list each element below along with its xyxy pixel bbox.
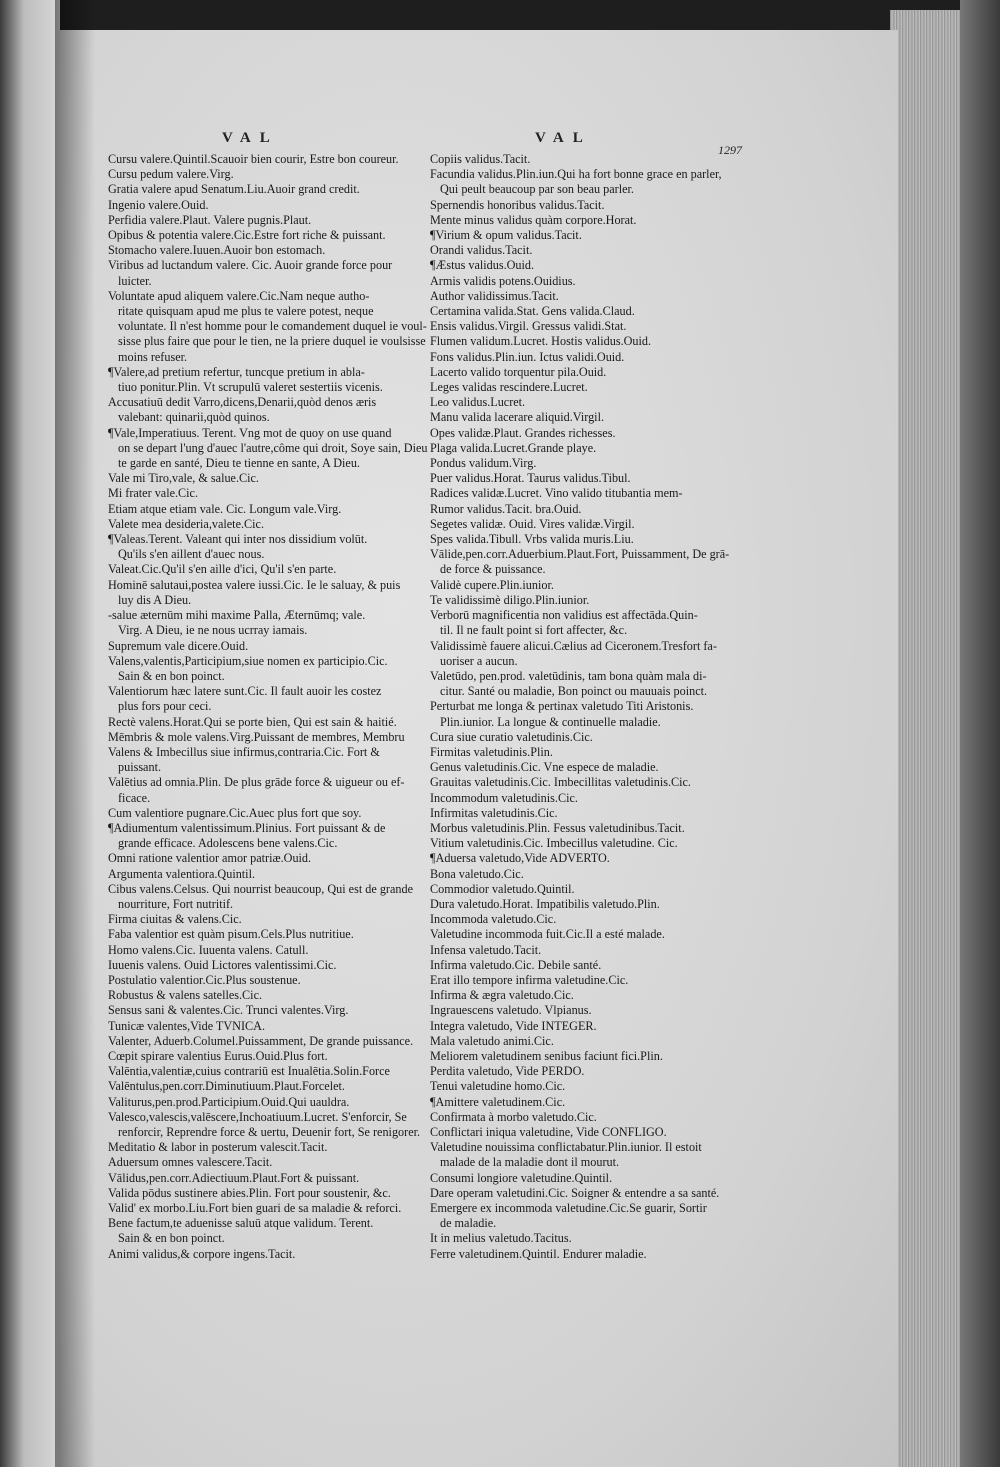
dictionary-entry-line: Vale mi Tiro,vale, & salue.Cic. [108,471,259,486]
dictionary-entry-line: Valiturus,pen.prod.Participium.Ouid.Qui uauldra. [108,1094,350,1109]
dictionary-entry-line: Ensis validus.Virgil. Gressus validi.Stat. [430,319,627,334]
dictionary-entry-line: Infensa valetudo.Tacit. [430,942,542,957]
dictionary-entry-line: Valens & Imbecillus siue infirmus,contraria.Cic. Fort & [108,744,380,759]
dictionary-entry-line: ritate quisquam apud me plus te valere potest, neque [118,304,374,319]
dictionary-entry-line: Valetūdo, pen.prod. valetūdinis, tam bona quàm mala di- [430,668,707,683]
dictionary-entry-line: Perdita valetudo, Vide PERDO. [430,1064,585,1079]
dictionary-entry-line: Bene factum,te aduenisse saluū atque validum. Terent. [108,1216,374,1231]
dictionary-entry-line: moins refuser. [118,349,188,364]
dictionary-entry-line: Valete mea desideria,valete.Cic. [108,516,264,531]
dictionary-entry-line: Valens,valentis,Participium,siue nomen ex participio.Cic. [108,653,388,668]
dictionary-entry-line: Mente minus validus quàm corpore.Horat. [430,212,637,227]
dictionary-entry-line: Validissimè fauere alicui.Cælius ad Ciceronem.Tresfort fa- [430,638,717,653]
dictionary-entry-line: ¶Æstus validus.Ouid. [430,258,535,273]
dictionary-entry-line: Gratia valere apud Senatum.Liu.Auoir grand credit. [108,182,360,197]
dictionary-entry-line: Mēmbris & mole valens.Virg.Puissant de membres, Membru [108,729,405,744]
dictionary-entry-line: Sensus sani & valentes.Cic. Trunci valentes.Virg. [108,1003,349,1018]
dictionary-entry-line: Cursu pedum valere.Virg. [108,167,234,182]
dictionary-entry-line: Vālide,pen.corr.Aduerbium.Plaut.Fort, Puissamment, De grā- [430,547,730,562]
dictionary-entry-line: ¶Valere,ad pretium refertur, tuncque pretium in abla- [108,364,365,379]
dictionary-entry-line: Author validissimus.Tacit. [430,288,559,303]
dictionary-entry-line: Sain & en bon poinct. [118,668,225,683]
dictionary-entry-line: Tenui valetudine homo.Cic. [430,1079,566,1094]
dictionary-entry-line: Valētius ad omnia.Plin. De plus grāde force & uigueur ou ef- [108,775,405,790]
dictionary-entry-line: Omni ratione valentior amor patriæ.Ouid. [108,851,312,866]
running-header-right: VAL [535,130,592,146]
right-column [430,152,755,1262]
dictionary-entry-line: Commodior valetudo.Quintil. [430,881,575,896]
dictionary-entry-line: nourriture, Fort nutritif. [118,896,234,911]
dictionary-entry-line: Postulatio valentior.Cic.Plus soustenue. [108,972,301,987]
dictionary-entry-line: Faba valentior est quàm pisum.Cels.Plus nutritiue. [108,927,354,942]
dictionary-entry-line: Valēntia,valentiæ,cuius contrariū est Inualētia.Solin.Force [108,1064,390,1079]
dictionary-entry-line: Cœpit spirare valentius Eurus.Ouid.Plus fort. [108,1048,328,1063]
dictionary-entry-line: Stomacho valere.Iuuen.Auoir bon estomach. [108,243,326,258]
dictionary-entry-line: Emergere ex incommoda valetudine.Cic.Se guarir, Sortir [430,1201,707,1216]
dictionary-entry-line: Opibus & potentia valere.Cic.Estre fort riche & puissant. [108,228,386,243]
dictionary-entry-line: ¶Amittere valetudinem.Cic. [430,1094,566,1109]
dictionary-entry-line: tiuo ponitur.Plin. Vt scrupulū valeret sestertiis vicenis. [118,380,383,395]
dictionary-entry-line: Perfidia valere.Plaut. Valere pugnis.Plaut. [108,212,312,227]
dictionary-entry-line: Mi frater vale.Cic. [108,486,199,501]
dictionary-entry-line: Rectè valens.Horat.Qui se porte bien, Qui est sain & haitié. [108,714,397,729]
dictionary-entry-line: grande efficace. Adolescens bene valens.Cic. [118,836,338,851]
dictionary-entry-line: Bona valetudo.Cic. [430,866,524,881]
dictionary-entry-line: Perturbat me longa & pertinax valetudo Titi Aristonis. [430,699,694,714]
dictionary-entry-line: Homo valens.Cic. Iuuenta valens. Catull. [108,942,309,957]
dictionary-entry-line: citur. Santé ou maladie, Bon poinct ou mauuais poinct. [440,684,708,699]
dictionary-entry-line: Valetudine nouissima conflictabatur.Plin.iunior. Il estoit [430,1140,702,1155]
dictionary-entry-line: Dare operam valetudini.Cic. Soigner & entendre a sa santé. [430,1185,720,1200]
dictionary-entry-line: ¶Adiumentum valentissimum.Plinius. Fort puissant & de [108,820,386,835]
dictionary-entry-line: renforcir, Reprendre force & uertu, Deuenir fort, Se renigorer. [118,1125,421,1139]
dictionary-entry-line: Accusatiuū dedit Varro,dicens,Denarii,quòd denos æris [108,395,377,410]
dictionary-entry-line: Validè cupere.Plin.iunior. [430,577,554,592]
dictionary-entry-line: Dura valetudo.Horat. Impatibilis valetudo.Plin. [430,896,660,911]
dictionary-entry-line: ¶Virium & opum validus.Tacit. [430,228,582,243]
dictionary-entry-line: sisse plus faire que pour le tien, ne la priere duquel ie voulsisse [118,334,426,349]
page-number: 1297 [718,143,742,157]
dictionary-entry-line: Lacerto valido torquentur pila.Ouid. [430,364,607,379]
dictionary-entry-line: Erat illo tempore infirma valetudine.Cic. [430,972,629,987]
dictionary-entry-line: plus fors pour ceci. [118,699,212,714]
dictionary-entry-line: Morbus valetudinis.Plin. Fessus valetudinibus.Tacit. [430,820,685,835]
dictionary-entry-line: on se depart l'ung d'auec l'autre,côme qui droit, Soye sain, Dieu [118,440,428,455]
dictionary-entry-line: Flumen validum.Lucret. Hostis validus.Ouid. [430,334,652,349]
dictionary-entry-line: Manu valida lacerare aliquid.Virgil. [430,410,605,425]
dictionary-entry-line: Ingenio valere.Ouid. [108,197,209,212]
dictionary-entry-line: Cibus valens.Celsus. Qui nourrist beaucoup, Qui est de grande [108,881,413,896]
dictionary-entry-line: Valeat.Cic.Qu'il s'en aille d'ici, Qu'il s'en parte. [108,562,337,577]
dictionary-entry-line: til. Il ne fault point si fort affecter, &c. [440,623,628,638]
dictionary-entry-line: Valida pōdus sustinere abies.Plin. Fort pour soustenir, &c. [108,1185,391,1200]
dictionary-entry-line: luy dis A Dieu. [118,592,192,607]
dictionary-entry-line: Certamina valida.Stat. Gens valida.Claud. [430,304,635,319]
dictionary-entry-line: Confirmata à morbo valetudo.Cic. [430,1109,597,1124]
dictionary-entry-line: Verborū magnificentia non validius est affectāda.Quin- [430,608,698,623]
dictionary-entry-line: Valetudine incommoda fuit.Cic.Il a esté malade. [430,927,665,942]
dictionary-entry-line: Spernendis honoribus validus.Tacit. [430,197,605,212]
dictionary-entry-line: Copiis validus.Tacit. [430,152,531,166]
spine-shadow [55,0,95,1467]
dictionary-entry-line: luicter. [118,273,152,288]
dictionary-entry-line: Te validissimè diligo.Plin.iunior. [430,592,590,607]
dictionary-entry-line: Incommoda valetudo.Cic. [430,912,557,927]
facing-page-edge [0,0,60,1467]
dictionary-entry-line: Vālidus,pen.corr.Adiectiuum.Plaut.Fort & puissant. [108,1170,360,1185]
dictionary-entry-line: Cura siue curatio valetudinis.Cic. [430,729,593,744]
dictionary-entry-line: malade de la maladie dont il mourut. [440,1155,620,1170]
book-cover-edge [960,0,1000,1467]
dictionary-entry-line: Plin.iunior. La longue & continuelle maladie. [440,714,661,729]
dictionary-entry-line: Aduersum omnes valescere.Tacit. [108,1155,273,1170]
dictionary-entry-line: Cursu valere.Quintil.Scauoir bien courir, Estre bon coureur. [108,152,399,166]
dictionary-entry-line: Integra valetudo, Vide INTEGER. [430,1018,597,1033]
dictionary-entry-line: Valenter, Aduerb.Columel.Puissamment, De grande puissance. [108,1033,414,1048]
dictionary-entry-line: Incommodum valetudinis.Cic. [430,790,578,805]
dictionary-entry-line: Infirma & ægra valetudo.Cic. [430,988,574,1003]
dictionary-entry-line: Voluntate apud aliquem valere.Cic.Nam neque autho- [108,288,370,303]
dictionary-entry-line: ¶Valeas.Terent. Valeant qui inter nos dissidium volūt. [108,532,368,547]
dictionary-entry-line: Sain & en bon poinct. [118,1231,225,1246]
dictionary-entry-line: Puer validus.Horat. Taurus validus.Tibul. [430,471,631,486]
dictionary-entry-line: Rumor validus.Tacit. bra.Ouid. [430,501,582,516]
left-column [108,152,426,1262]
dictionary-entry-line: Ferre valetudinem.Quintil. Endurer maladie. [430,1246,647,1261]
dictionary-entry-line: Qui peult beaucoup par son beau parler. [440,182,634,197]
dictionary-entry-line: Valid' ex morbo.Liu.Fort bien guari de sa maladie & reforci. [108,1201,402,1216]
dictionary-entry-line: Animi validus,& corpore ingens.Tacit. [108,1246,296,1261]
dictionary-entry-line: Viribus ad luctandum valere. Cic. Auoir grande force pour [108,258,393,273]
dictionary-entry-line: ¶Vale,Imperatiuus. Terent. Vng mot de quoy on use quand [108,425,392,440]
dictionary-entry-line: Infirmitas valetudinis.Cic. [430,805,558,820]
dictionary-entry-line: Spes valida.Tibull. Vrbs valida muris.Liu. [430,532,634,547]
dictionary-entry-line: Grauitas valetudinis.Cic. Imbecillitas valetudinis.Cic. [430,775,691,790]
dictionary-entry-line: Supremum vale dicere.Ouid. [108,638,249,653]
dictionary-entry-line: Valentiorum hæc latere sunt.Cic. Il fault auoir les costez [108,684,382,699]
dictionary-entry-line: Valesco,valescis,valēscere,Inchoatiuum.Lucret. S'enforcir, Se [108,1109,407,1124]
dictionary-entry-line: Opes validæ.Plaut. Grandes richesses. [430,425,616,440]
dictionary-entry-line: Firmitas valetudinis.Plin. [430,744,553,759]
dictionary-entry-line: valebant: quinarii,quòd quinos. [118,410,270,425]
dictionary-entry-line: de force & puissance. [440,562,546,577]
dictionary-entry-line: voluntate. Il n'est homme pour le comandement duquel ie voul- [118,319,427,334]
dictionary-entry-line: Genus valetudinis.Cic. Vne espece de maladie. [430,760,659,775]
dictionary-entry-line: Consumi longiore valetudine.Quintil. [430,1170,613,1185]
running-header-left: VAL [222,130,279,146]
dictionary-entry-line: Armis validis potens.Ouidius. [430,273,576,288]
dictionary-entry-line: Plaga valida.Lucret.Grande playe. [430,440,597,455]
dictionary-entry-line: Leo validus.Lucret. [430,395,526,410]
dictionary-entry-line: Vitium valetudinis.Cic. Imbecillus valetudine. Cic. [430,836,678,851]
dictionary-entry-line: Argumenta valentiora.Quintil. [108,866,256,881]
dictionary-entry-line: Tunicæ valentes,Vide TVNICA. [108,1018,266,1033]
dictionary-entry-line: Leges validas rescindere.Lucret. [430,380,588,395]
dictionary-entry-line: Meliorem valetudinem senibus faciunt fici.Plin. [430,1048,663,1063]
dictionary-entry-line: Iuuenis valens. Ouid Lictores valentissimi.Cic. [108,957,337,972]
dictionary-entry-line: Meditatio & labor in posterum valescit.Tacit. [108,1140,328,1155]
dictionary-entry-line: puissant. [118,760,161,775]
dictionary-entry-line: Mala valetudo animi.Cic. [430,1033,554,1048]
dictionary-entry-line: Ingrauescens valetudo. Vlpianus. [430,1003,592,1018]
dictionary-entry-line: Valēntulus,pen.corr.Diminutiuum.Plaut.Forcelet. [108,1079,345,1094]
dictionary-entry-line: Pondus validum.Virg. [430,456,537,471]
dictionary-entry-line: Cum valentiore pugnare.Cic.Auec plus fort que soy. [108,805,362,820]
dictionary-entry-line: ficace. [118,790,151,805]
dictionary-entry-line: It in melius valetudo.Tacitus. [430,1231,572,1246]
dictionary-entry-line: Etiam atque etiam vale. Cic. Longum vale.Virg. [108,501,342,516]
dictionary-entry-line: Hominē salutaui,postea valere iussi.Cic. Ie le saluay, & puis [108,577,401,592]
dictionary-entry-line: Virg. A Dieu, ie ne nous ucrray iamais. [118,623,308,638]
dictionary-entry-line: ¶Aduersa valetudo,Vide ADVERTO. [430,851,610,866]
dictionary-entry-line: de maladie. [440,1216,497,1231]
dictionary-entry-line: -salue æternūm mihi maxime Palla, Æternūmq; vale. [108,608,366,623]
dictionary-entry-line: Segetes validæ. Ouid. Vires validæ.Virgil. [430,516,635,531]
dictionary-entry-line: Infirma valetudo.Cic. Debile santé. [430,957,602,972]
dictionary-entry-line: Facundia validus.Plin.iun.Qui ha fort bonne grace en parler, [430,167,722,182]
dictionary-entry-line: Qu'ils s'en aillent d'auec nous. [118,547,265,562]
dictionary-entry-line: Fons validus.Plin.iun. Ictus validi.Ouid. [430,349,625,364]
dictionary-entry-line: Orandi validus.Tacit. [430,243,533,258]
dictionary-entry-line: te garde en santé, Dieu te tienne en sante, A Dieu. [118,456,360,471]
dictionary-entry-line: Firma ciuitas & valens.Cic. [108,912,242,927]
dictionary-entry-line: uoriser a aucun. [440,653,518,668]
dictionary-entry-line: Conflictari iniqua valetudine, Vide CONFLIGO. [430,1125,667,1139]
dictionary-entry-line: Robustus & valens satelles.Cic. [108,988,263,1003]
dictionary-entry-line: Radices validæ.Lucret. Vino valido titubantia mem- [430,486,683,501]
